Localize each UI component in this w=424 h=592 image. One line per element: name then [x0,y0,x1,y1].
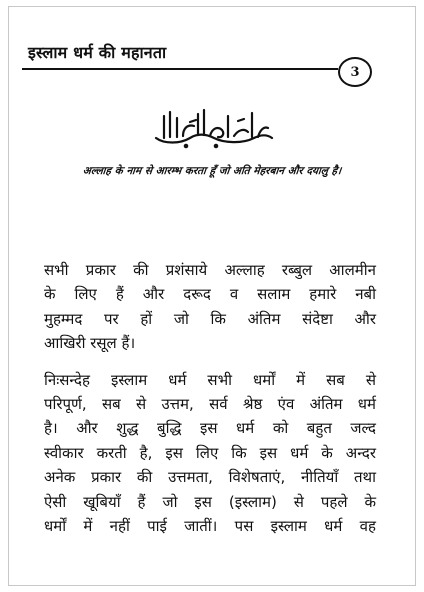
text-line: आखिरी रसूल हैं। [44,334,136,353]
text-line: ऐसी खूबियाँ हैं जो इस (इस्लाम) से पहले के [44,492,376,511]
body-text [44,258,376,538]
page-header-title: इस्लाम धर्म की महानता [28,43,167,62]
paragraph-2 [44,368,376,539]
text-line: है। और शुद्ध बुद्धि इस धर्म को बहुत जल्द [44,419,376,438]
page-number: 3 [350,64,360,80]
text-line: सभी प्रकार की प्रशंसाये अल्लाह रब्बुल आलमीन [44,261,376,279]
text-line: मुहम्मद पर हों जो कि अंतिम संदेष्टा और [44,309,376,328]
header-rule [22,68,338,70]
text-line: धर्मों में नहीं पाई जातीं। पस इस्लाम धर्म वह [44,517,376,536]
bismillah-calligraphy-icon [150,104,278,152]
text-line: अनेक प्रकार की उत्तमता, विशेषताएं, नीतियाँ तथा [44,468,376,487]
page-number-badge [338,57,372,87]
paragraph-spacer [44,356,376,368]
invocation-text: अल्लाह के नाम से आरम्भ करता हूँ जो अति मेहरबान और दयालु है। [82,165,342,177]
paragraph-1 [44,258,376,356]
text-line: निःसन्देह इस्लाम धर्म सभी धर्मों में सब से [44,370,376,389]
text-line: के लिए हैं और दरूद व सलाम हमारे नबी [44,285,376,304]
text-line: परिपूर्ण, सब से उत्तम, सर्व श्रेष्ठ एंव अंतिम धर्म [44,395,376,414]
text-line: स्वीकार करती है, इस लिए कि इस धर्म के अन्दर [44,443,376,462]
